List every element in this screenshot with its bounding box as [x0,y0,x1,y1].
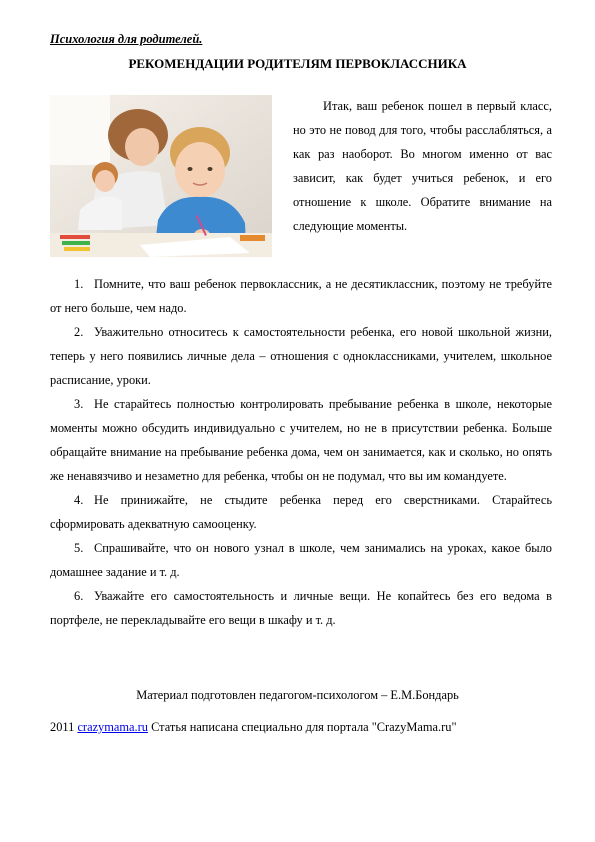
item-text: Не принижайте, не стыдите ребенка перед его сверстниками. Старайтесь сформировать адекватную самооценку. [50,493,552,531]
list-item [50,536,552,584]
list-item [50,488,552,536]
item-text: Помните, что ваш ребенок первоклассник, а не десятиклассник, поэтому не требуйте от него больше, чем надо. [50,277,552,315]
author-credit: Материал подготовлен педагогом-психологом – Е.М.Бондарь [136,688,459,702]
footer-note: Статья написана специально для портала "CrazyMama.ru" [151,720,457,734]
item-number: 4. [74,493,84,507]
item-number: 5. [74,541,84,555]
intro-paragraph: Итак, ваш ребенок пошел в первый класс, но это не повод для того, чтобы расслабляться, а как раз наоборот. Во многом именно от вас зависит, как будет учиться ребенок, и его отношение к школе. Обратите внимание на следующие моменты. [293,99,552,233]
item-text: Спрашивайте, что он нового узнал в школе, чем занимались на уроках, какое было домашнее задание и т. д. [50,541,552,579]
footer-line [50,720,570,735]
recommendations-list [50,272,552,632]
list-item [50,320,552,392]
item-text: Уважайте его самостоятельность и личные вещи. Не копайтесь без его ведома в портфеле, не перекладывайте его вещи в шкафу и т. д. [50,589,552,627]
list-item [50,584,552,632]
item-text: Уважительно относитесь к самостоятельности ребенка, его новой школьной жизни, теперь у него появились личные дела – отношения с одноклассниками, учителем, школьное расписание, уроки. [50,325,552,387]
photo-illustration [50,95,272,257]
list-item [50,272,552,320]
section-label: Психология для родителей. [50,32,203,46]
footer-year: 2011 [50,720,75,734]
item-number: 1. [74,277,84,291]
page-title: РЕКОМЕНДАЦИИ РОДИТЕЛЯМ ПЕРВОКЛАССНИКА [128,56,467,71]
article-photo [50,95,272,257]
item-number: 2. [74,325,84,339]
site-link[interactable]: crazymama.ru [77,720,148,734]
item-number: 6. [74,589,84,603]
item-text: Не старайтесь полностью контролировать пребывание ребенка в школе, некоторые моменты можно обсудить индивидуально с учителем, но не в присутствии ребенка. Больше обращайте внимание на пребывание ребенка дома, чем он занимается, как и сколько, но опять же ненавязчиво и незаметно для ребенка, чтобы он не подумал, что вы им командуете. [50,397,552,483]
list-item [50,392,552,488]
item-number: 3. [74,397,84,411]
